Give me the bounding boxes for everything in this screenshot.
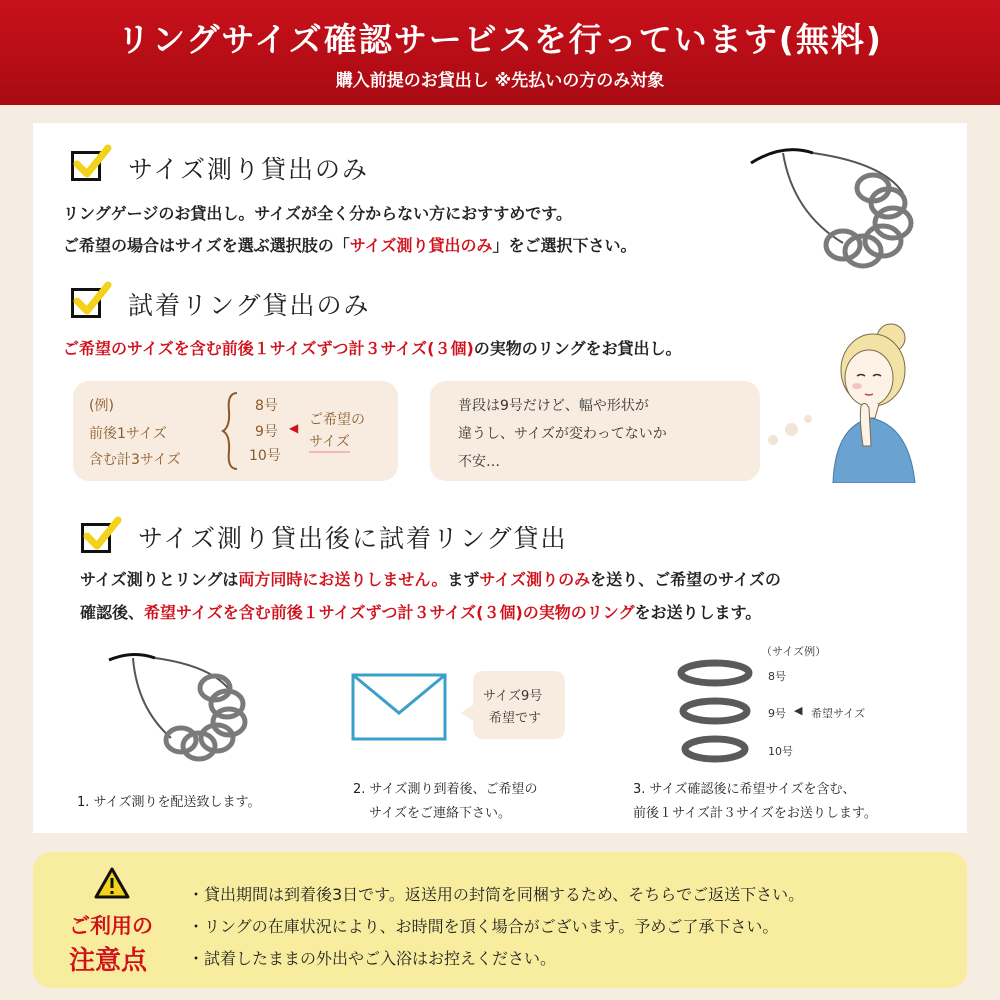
thinking-woman-icon: [823, 318, 923, 483]
example-size-8: 8号: [255, 398, 278, 414]
main-panel: [33, 123, 967, 833]
header-banner: [0, 0, 1000, 105]
section3-title: サイズ測り貸出後に試着リング貸出: [138, 524, 568, 553]
step3-caption-line2: 前後１サイズ計３サイズをお送りします。: [633, 806, 877, 821]
brace-icon: [221, 391, 241, 471]
size-example-label: （サイズ例）: [761, 645, 827, 658]
speech-bubble: [430, 381, 760, 481]
notice-item: ・リングの在庫状況により、お時間を頂く場合がございます。予めご了承下さい。: [188, 917, 779, 936]
section2-line1: ご希望のサイズを含む前後１サイズずつ計３サイズ(３個)の実物のリングをお貸出し。: [63, 339, 682, 358]
request-bubble-line1: サイズ9号: [483, 689, 543, 704]
checkbox-icon: [71, 288, 101, 318]
checkbox-icon: [81, 523, 111, 553]
example-desc2: 含む計3サイズ: [89, 452, 181, 468]
notice-item: ・貸出期間は到着後3日です。返送用の封筒を同梱するため、そちらでご返送下さい。: [188, 885, 805, 904]
size-8-label: 8号: [768, 670, 786, 683]
step3-caption-line1: 3. サイズ確認後に希望サイズを含む、: [633, 782, 856, 797]
ring-gauge-icon: [103, 648, 263, 773]
size-example-box: [73, 381, 398, 481]
arrow-left-icon: ◀: [794, 704, 803, 717]
notice-title-line1: ご利用の: [69, 914, 153, 938]
section2-title: 試着リング貸出のみ: [128, 291, 371, 320]
bubble-line2: 違うし、サイズが変わってないか: [458, 426, 667, 442]
request-bubble-line2: 希望です: [489, 711, 542, 726]
example-desc1: 前後1サイズ: [89, 426, 167, 442]
step2-caption-line2: サイズをご連絡下さい。: [369, 806, 511, 821]
example-size-9: 9号: [255, 424, 278, 440]
section1-line2: ご希望の場合はサイズを選ぶ選択肢の「サイズ測り貸出のみ」をご選択下さい。: [63, 236, 637, 255]
checkbox-icon: [71, 151, 101, 181]
envelope-icon: [351, 673, 447, 741]
step1-caption: 1. サイズ測りを配送致します。: [77, 795, 261, 810]
section3-line2: 確認後、希望サイズを含む前後１サイズずつ計３サイズ(３個)の実物のリングをお送りします。: [80, 603, 762, 622]
arrow-left-icon: ◀: [289, 421, 299, 435]
notice-item: ・試着したままの外出やご入浴はお控えください。: [188, 949, 557, 968]
size-10-label: 10号: [768, 745, 793, 758]
section3-line1: サイズ測りとリングは両方同時にお送りしません。まずサイズ測りのみを送り、ご希望のサイズの: [80, 570, 781, 589]
section1-line1: リングゲージのお貸出し。サイズが全く分からない方におすすめです。: [63, 204, 572, 223]
page-subtitle: 購入前提のお貸出し ※先払いの方のみ対象: [335, 71, 665, 91]
request-bubble: [473, 671, 565, 739]
three-rings-icon: [673, 651, 763, 771]
thought-dot: [804, 415, 812, 423]
example-desired1: ご希望の: [309, 412, 365, 428]
page-title: リングサイズ確認サービスを行っています(無料): [117, 20, 883, 59]
thought-dot: [768, 435, 778, 445]
thought-dot: [785, 423, 798, 436]
notice-box: [33, 852, 967, 988]
bubble-line3: 不安…: [458, 454, 500, 470]
step2-caption-line1: 2. サイズ測り到着後、ご希望の: [353, 782, 538, 797]
size-9-label: 9号: [768, 707, 786, 720]
bubble-line1: 普段は9号だけど、幅や形状が: [458, 398, 649, 414]
example-label: (例): [89, 398, 114, 414]
warning-icon: [93, 866, 131, 900]
notice-title-line2: 注意点: [69, 946, 148, 976]
bubble-tail: [461, 705, 473, 721]
section1-title: サイズ測り貸出のみ: [128, 155, 370, 184]
example-desired2: サイズ: [309, 431, 350, 453]
ring-gauge-icon: [743, 133, 933, 283]
example-size-10: 10号: [249, 448, 281, 464]
size-9-note: 希望サイズ: [811, 707, 866, 720]
